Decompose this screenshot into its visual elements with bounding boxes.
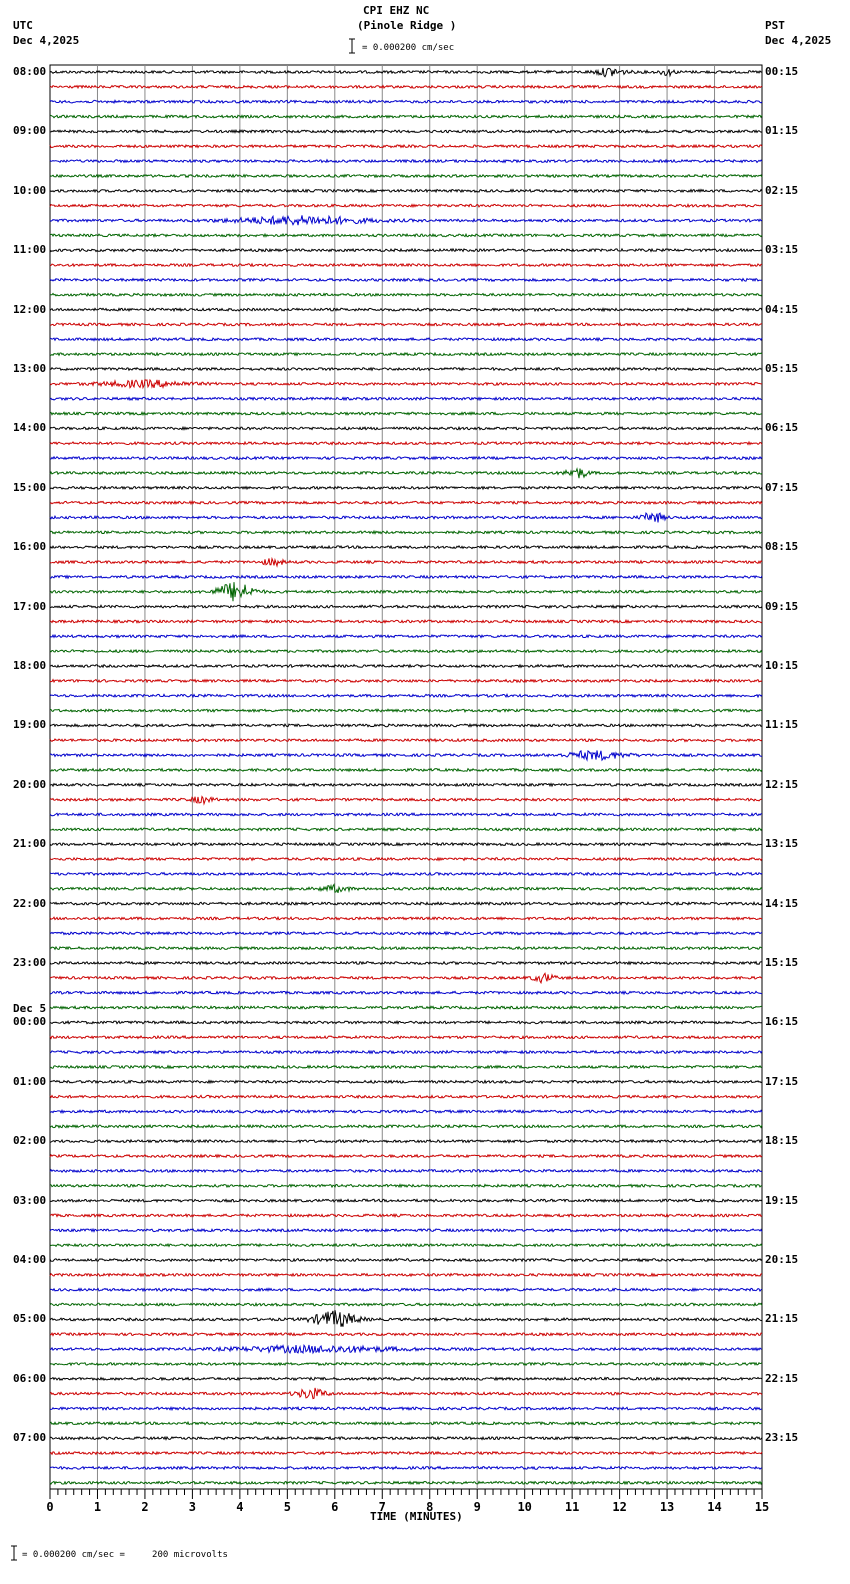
x-tick-label: 13	[659, 1500, 675, 1514]
trace-86	[50, 1345, 762, 1353]
trace-93	[50, 1452, 762, 1455]
trace-39	[50, 650, 762, 653]
trace-52	[50, 843, 762, 846]
pst-hour-label: 05:15	[765, 362, 799, 375]
utc-hour-label: 23:00	[13, 956, 47, 969]
trace-17	[50, 323, 762, 326]
trace-64	[50, 1021, 762, 1024]
trace-80	[50, 1259, 762, 1262]
trace-46	[50, 750, 762, 760]
trace-69	[50, 1095, 762, 1098]
trace-23	[50, 412, 762, 415]
trace-2	[50, 100, 762, 103]
trace-78	[50, 1229, 762, 1232]
trace-6	[50, 160, 762, 163]
x-tick-label: 1	[93, 1500, 102, 1514]
utc-hour-label: 11:00	[13, 243, 47, 257]
utc-hour-label: 07:00	[13, 1431, 47, 1445]
x-tick-label: 14	[707, 1500, 722, 1514]
trace-70	[50, 1110, 762, 1113]
trace-26	[50, 457, 762, 460]
utc-hour-label: 18:00	[13, 659, 47, 672]
trace-32	[50, 546, 762, 549]
trace-25	[50, 442, 762, 445]
trace-24	[50, 427, 762, 430]
pst-hour-label: 20:15	[765, 1253, 799, 1266]
trace-77	[50, 1214, 762, 1217]
trace-58	[50, 932, 762, 935]
trace-33	[50, 558, 762, 566]
utc-hour-label: 16:00	[13, 540, 47, 554]
trace-4	[50, 130, 762, 133]
trace-82	[50, 1288, 762, 1291]
pst-hour-label: 09:15	[765, 599, 799, 613]
trace-28	[50, 487, 762, 490]
trace-49	[50, 797, 762, 804]
trace-87	[50, 1363, 762, 1366]
trace-37	[50, 620, 762, 623]
trace-21	[50, 380, 762, 388]
pst-hour-label: 18:15	[765, 1134, 799, 1148]
trace-27	[50, 469, 762, 479]
trace-18	[50, 338, 762, 341]
trace-83	[50, 1303, 762, 1306]
left-date: Dec 4,2025	[13, 34, 80, 47]
trace-67	[50, 1066, 762, 1069]
trace-47	[50, 769, 762, 772]
trace-94	[50, 1467, 762, 1470]
trace-89	[50, 1388, 762, 1399]
pst-hour-label: 07:15	[765, 480, 799, 494]
trace-71	[50, 1125, 762, 1128]
pst-hour-label: 01:15	[765, 124, 799, 138]
trace-9	[50, 204, 762, 207]
footer-scale-bar-icon	[11, 1546, 17, 1560]
x-tick-label: 11	[564, 1500, 580, 1514]
trace-81	[50, 1274, 762, 1277]
trace-53	[50, 858, 762, 861]
pst-hour-label: 14:15	[765, 896, 799, 910]
pst-hour-label: 15:15	[765, 956, 799, 969]
x-tick-label: 6	[331, 1500, 339, 1514]
trace-12	[50, 249, 762, 252]
pst-hour-label: 22:15	[765, 1371, 799, 1385]
trace-8	[50, 190, 762, 193]
utc-hour-label: 03:00	[13, 1193, 47, 1207]
x-tick-label: 5	[283, 1500, 291, 1514]
trace-68	[50, 1081, 762, 1084]
utc-hour-label: 04:00	[13, 1253, 47, 1266]
trace-31	[50, 531, 762, 534]
trace-10	[50, 215, 762, 225]
utc-hour-label: 14:00	[13, 421, 47, 435]
pst-hour-label: 04:15	[765, 302, 799, 316]
utc-hour-label: 02:00	[13, 1134, 47, 1148]
utc-hour-label: 21:00	[13, 837, 47, 851]
trace-62	[50, 991, 762, 994]
utc-hour-label: 10:00	[13, 183, 47, 197]
utc-hour-label: 17:00	[13, 599, 47, 613]
trace-38	[50, 635, 762, 638]
x-tick-label: 2	[141, 1500, 149, 1514]
x-tick-label: 4	[236, 1500, 244, 1514]
utc-hour-label: 20:00	[13, 777, 47, 791]
utc-hour-label: 19:00	[13, 718, 47, 732]
left-timezone: UTC	[13, 19, 33, 32]
date-change-label: Dec 5	[13, 1002, 47, 1015]
x-tick-label: 0	[46, 1500, 54, 1514]
utc-hour-label: 09:00	[13, 124, 47, 138]
trace-95	[50, 1482, 762, 1485]
trace-59	[50, 947, 762, 950]
trace-54	[50, 873, 762, 876]
utc-hour-label: 01:00	[13, 1074, 47, 1088]
trace-85	[50, 1333, 762, 1336]
trace-44	[50, 724, 762, 727]
pst-hour-label: 13:15	[765, 837, 799, 851]
trace-57	[50, 917, 762, 920]
station-title: CPI EHZ NC	[363, 4, 430, 17]
utc-hour-label: 22:00	[13, 896, 47, 910]
trace-74	[50, 1170, 762, 1173]
utc-hour-label: 00:00	[13, 1015, 47, 1029]
pst-hour-label: 16:15	[765, 1015, 799, 1029]
trace-48	[50, 784, 762, 787]
trace-60	[50, 962, 762, 965]
trace-88	[50, 1378, 762, 1381]
utc-hour-label: 05:00	[13, 1312, 47, 1326]
x-tick-label: 12	[612, 1500, 627, 1514]
pst-hour-label: 11:15	[765, 718, 799, 732]
trace-3	[50, 115, 762, 118]
trace-84	[50, 1310, 762, 1327]
x-tick-label: 9	[473, 1500, 481, 1514]
pst-hour-label: 00:15	[765, 65, 799, 78]
trace-19	[50, 353, 762, 356]
trace-0	[50, 68, 762, 77]
trace-55	[50, 885, 762, 893]
trace-20	[50, 368, 762, 371]
trace-36	[50, 605, 762, 608]
x-tick-label: 15	[754, 1500, 770, 1514]
trace-79	[50, 1244, 762, 1247]
trace-56	[50, 902, 762, 905]
utc-hour-label: 13:00	[13, 362, 47, 375]
trace-5	[50, 145, 762, 148]
utc-hour-label: 15:00	[13, 480, 47, 494]
utc-hour-label: 12:00	[13, 302, 47, 316]
trace-42	[50, 694, 762, 697]
trace-7	[50, 175, 762, 178]
trace-73	[50, 1155, 762, 1158]
x-tick-label: 3	[188, 1500, 197, 1514]
trace-11	[50, 234, 762, 237]
trace-72	[50, 1140, 762, 1143]
trace-22	[50, 397, 762, 400]
trace-16	[50, 308, 762, 311]
right-date: Dec 4,2025	[765, 34, 832, 47]
pst-hour-label: 21:15	[765, 1312, 799, 1326]
trace-92	[50, 1437, 762, 1440]
x-tick-label: 7	[378, 1500, 386, 1514]
trace-90	[50, 1407, 762, 1410]
trace-66	[50, 1051, 762, 1054]
pst-hour-label: 08:15	[765, 540, 799, 554]
pst-hour-label: 06:15	[765, 421, 799, 435]
trace-63	[50, 1006, 762, 1009]
trace-43	[50, 709, 762, 712]
pst-hour-label: 19:15	[765, 1193, 799, 1207]
trace-41	[50, 680, 762, 683]
right-timezone: PST	[765, 19, 785, 32]
pst-hour-label: 02:15	[765, 183, 799, 197]
utc-hour-label: 06:00	[13, 1371, 47, 1385]
pst-hour-label: 17:15	[765, 1074, 799, 1088]
pst-hour-label: 23:15	[765, 1431, 799, 1445]
trace-45	[50, 739, 762, 742]
trace-1	[50, 86, 762, 89]
trace-40	[50, 665, 762, 668]
trace-76	[50, 1199, 762, 1202]
pst-hour-label: 03:15	[765, 243, 799, 257]
trace-75	[50, 1185, 762, 1188]
trace-50	[50, 813, 762, 816]
trace-29	[50, 501, 762, 504]
footer-scale-label: = 0.000200 cm/sec = 200 microvolts	[22, 1550, 228, 1560]
station-location: (Pinole Ridge )	[357, 19, 457, 32]
pst-hour-label: 12:15	[765, 777, 799, 791]
scale-bar-icon	[349, 39, 355, 53]
trace-65	[50, 1036, 762, 1039]
trace-34	[50, 576, 762, 579]
trace-61	[50, 973, 762, 982]
trace-14	[50, 279, 762, 282]
trace-51	[50, 828, 762, 831]
utc-hour-label: 08:00	[13, 65, 47, 78]
x-axis-label: TIME (MINUTES)	[370, 1510, 463, 1523]
trace-35	[50, 582, 762, 601]
scale-label: = 0.000200 cm/sec	[362, 43, 455, 53]
trace-15	[50, 294, 762, 297]
x-tick-label: 8	[426, 1500, 434, 1514]
pst-hour-label: 10:15	[765, 659, 799, 672]
trace-13	[50, 264, 762, 267]
trace-91	[50, 1422, 762, 1425]
x-tick-label: 10	[517, 1500, 532, 1514]
trace-30	[50, 513, 762, 522]
